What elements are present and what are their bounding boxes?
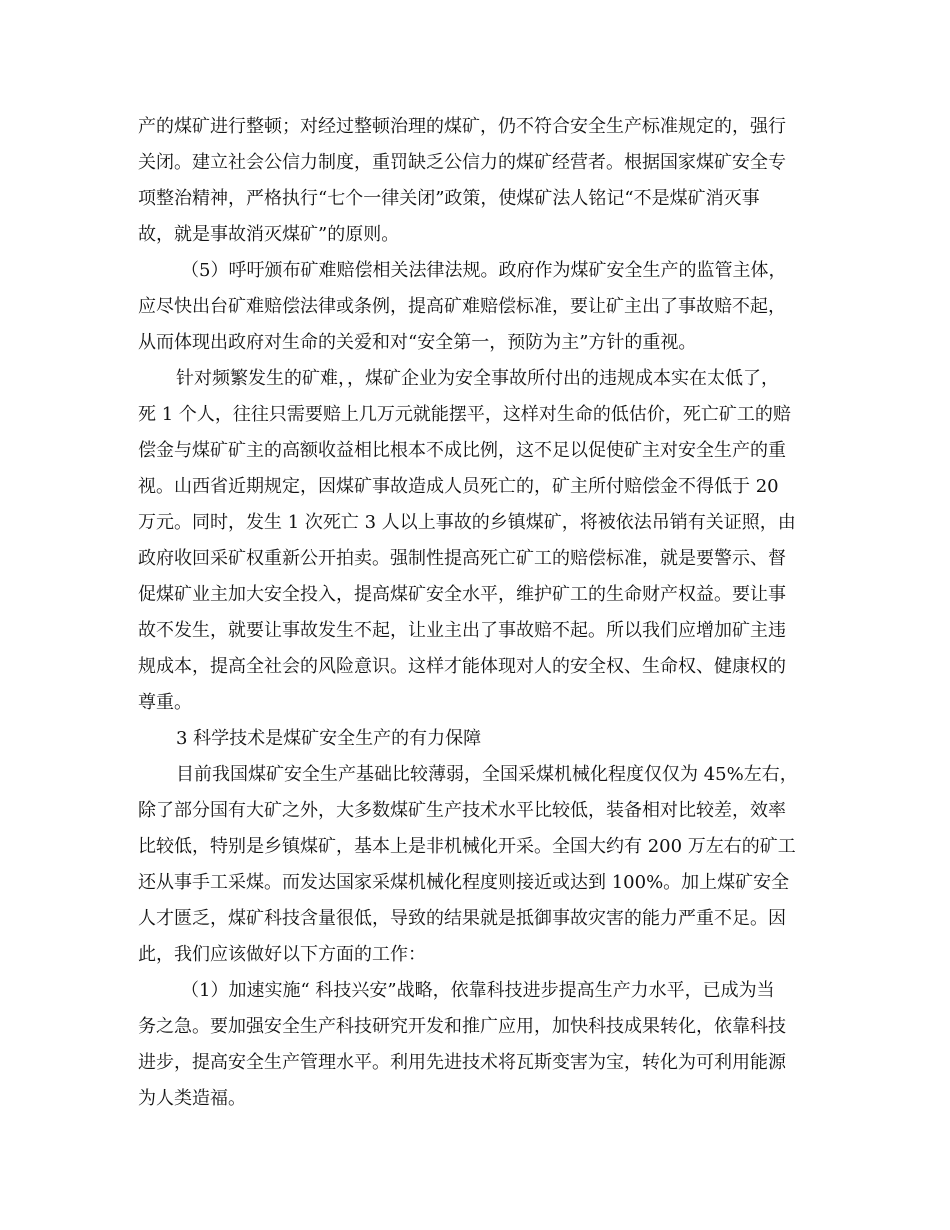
line-text: 尊重。: [138, 692, 192, 713]
line-text: 故，就是事故消灭煤矿”的原则。: [138, 224, 400, 245]
line-text: 产的煤矿进行整顿；对经过整顿治理的煤矿，仍不符合安全生产标准规定的，强行: [138, 116, 786, 137]
text-line: [0, 794, 950, 828]
line-text: 从而体现出政府对生命的关爱和对“安全第一，预防为主”方针的重视。: [138, 332, 697, 353]
text-line: [0, 290, 950, 324]
text-line: [0, 398, 950, 432]
line-text: 关闭。建立社会公信力制度，重罚缺乏公信力的煤矿经营者。根据国家煤矿安全专: [138, 152, 786, 173]
text-line: [0, 578, 950, 612]
text-line: [0, 866, 950, 900]
text-line: [0, 146, 950, 180]
text-line: [0, 470, 950, 504]
line-text: 目前我国煤矿安全生产基础比较薄弱，全国采煤机械化程度仅仅为 45%左右，: [176, 764, 798, 785]
text-line: [0, 218, 950, 252]
line-text: （1）加速实施“ 科技兴安”战略，依靠科技进步提高生产力水平，已成为当: [181, 980, 775, 1001]
text-line: [0, 650, 950, 684]
text-line: [0, 362, 950, 396]
text-line: [0, 110, 950, 144]
text-line: [0, 182, 950, 216]
line-text: 为人类造福。: [138, 1088, 246, 1109]
line-text: 万元。同时，发生 1 次死亡 3 人以上事故的乡镇煤矿，将被依法吊销有关证照，由: [138, 512, 796, 533]
line-text: 务之急。要加强安全生产科技研究开发和推广应用，加快科技成果转化，依靠科技: [138, 1016, 786, 1037]
line-text: 除了部分国有大矿之外，大多数煤矿生产技术水平比较低，装备相对比较差，效率: [138, 800, 786, 821]
text-line: [0, 902, 950, 936]
line-text: 故不发生，就要让事故发生不起，让业主出了事故赔不起。所以我们应增加矿主违: [138, 620, 786, 641]
text-line: [0, 686, 950, 720]
line-text: 政府收回采矿权重新公开拍卖。强制性提高死亡矿工的赔偿标准，就是要警示、督: [138, 548, 786, 569]
line-text: 项整治精神，严格执行“七个一律关闭”政策，使煤矿法人铭记“不是煤矿消灭事: [138, 188, 760, 209]
text-line: [0, 326, 950, 360]
text-line: [0, 938, 950, 972]
line-text: 人才匮乏，煤矿科技含量很低，导致的结果就是抵御事故灾害的能力严重不足。因: [138, 908, 786, 929]
text-line: [0, 542, 950, 576]
section-heading: [0, 722, 950, 756]
text-line: [0, 1046, 950, 1080]
line-text: 还从事手工采煤。而发达国家采煤机械化程度则接近或达到 100%。加上煤矿安全: [138, 872, 790, 893]
line-text: 比较低，特别是乡镇煤矿，基本上是非机械化开采。全国大约有 200 万左右的矿工: [138, 836, 796, 857]
line-text: 促煤矿业主加大安全投入，提高煤矿安全水平，维护矿工的生命财产权益。要让事: [138, 584, 786, 605]
line-text: 进步，提高安全生产管理水平。利用先进技术将瓦斯变害为宝，转化为可利用能源: [138, 1052, 786, 1073]
text-line: [0, 254, 950, 288]
line-text: （5）呼吁颁布矿难赔偿相关法律法规。政府作为煤矿安全生产的监管主体，: [181, 260, 787, 281]
line-text: 视。山西省近期规定，因煤矿事故造成人员死亡的，矿主所付赔偿金不得低于 20: [138, 476, 779, 497]
line-text: 针对频繁发生的矿难，，煤矿企业为安全事故所付出的违规成本实在太低了，: [176, 368, 779, 389]
text-line: [0, 614, 950, 648]
text-line: [0, 506, 950, 540]
text-line: [0, 1082, 950, 1116]
line-text: 此，我们应该做好以下方面的工作：: [138, 944, 426, 965]
line-text: 规成本，提高全社会的风险意识。这样才能体现对人的安全权、生命权、健康权的: [138, 656, 786, 677]
line-text: 死 1 个人，往往只需要赔上几万元就能摆平，这样对生命的低估价，死亡矿工的赔: [138, 404, 791, 425]
text-line: [0, 1010, 950, 1044]
text-line: [0, 974, 950, 1008]
section-heading-text: 3 科学技术是煤矿安全生产的有力保障: [176, 728, 482, 749]
line-text: 偿金与煤矿矿主的高额收益相比根本不成比例，这不足以促使矿主对安全生产的重: [138, 440, 786, 461]
line-text: 应尽快出台矿难赔偿法律或条例，提高矿难赔偿标准，要让矿主出了事故赔不起，: [138, 296, 786, 317]
text-line: [0, 830, 950, 864]
text-line: [0, 758, 950, 792]
text-line: [0, 434, 950, 468]
